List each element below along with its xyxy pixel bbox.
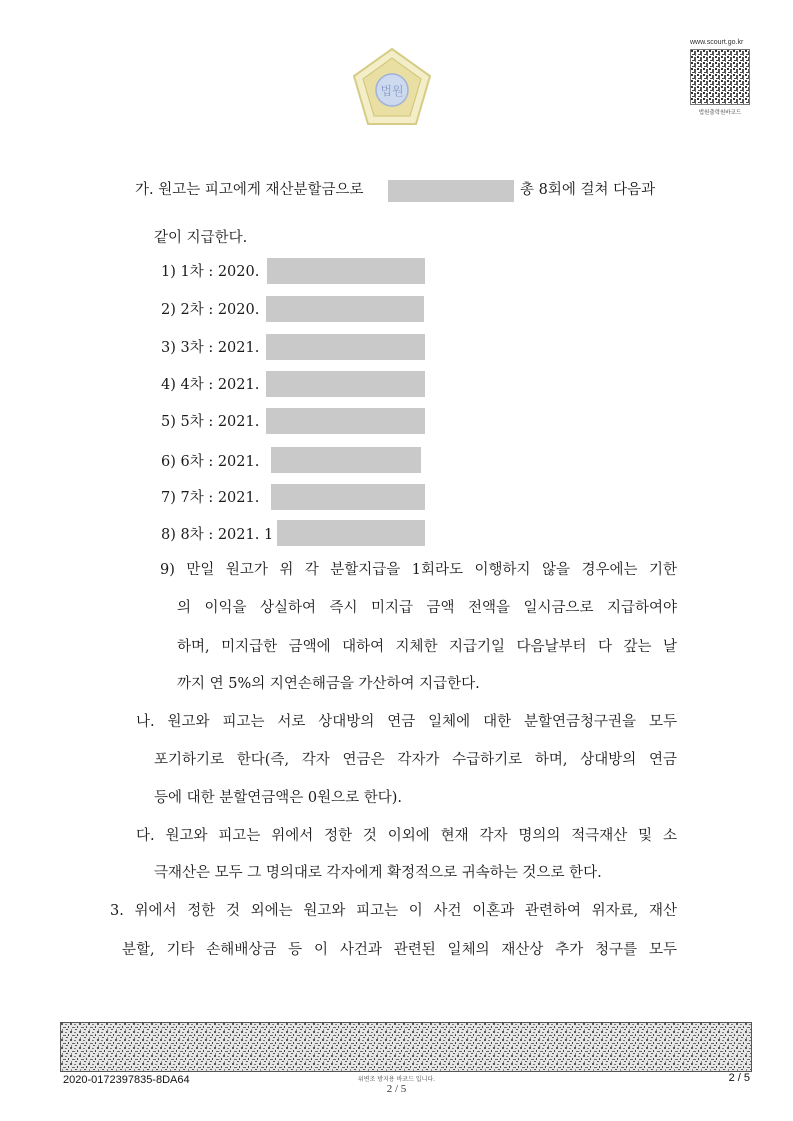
item-9-line-3: 하며, 미지급한 금액에 대하여 지체한 지급기일 다음날부터 다 갚는 날 <box>177 639 677 655</box>
qr-caption: 법원출력원바코드 <box>698 110 742 116</box>
installment-5: 5) 5차 : 2021. <box>161 414 260 430</box>
document-id: 2020-0172397835-8DA64 <box>63 1074 190 1086</box>
installment-1: 1) 1차 : 2020. <box>161 264 260 280</box>
clause-na-line-2: 포기하기로 한다(즉, 각자 연금은 각자가 수급하기로 하며, 상대방의 연금 <box>154 752 677 768</box>
item-9-line-4: 까지 연 5%의 지연손해금을 가산하여 지급한다. <box>177 676 480 692</box>
page-number-center: 2 / 5 <box>386 1083 407 1095</box>
court-website: www.scourt.go.kr <box>690 39 744 46</box>
anti-forgery-barcode <box>60 1022 752 1072</box>
installment-4: 4) 4차 : 2021. <box>161 377 260 393</box>
redaction-block <box>266 296 424 322</box>
clause-3-line-1: 3. 위에서 정한 것 외에는 원고와 피고는 이 사건 이혼과 관련하여 위자료, 재산 <box>110 903 677 919</box>
redaction-block <box>271 447 421 473</box>
redaction-block <box>271 484 425 510</box>
barcode-note: 위변조 방지용 바코드 입니다. <box>357 1076 436 1083</box>
clause-na-line-3: 등에 대한 분할연금액은 0원으로 한다). <box>154 790 403 806</box>
installment-7: 7) 7차 : 2021. <box>161 490 260 506</box>
installment-2: 2) 2차 : 2020. <box>161 302 260 318</box>
redaction-block <box>267 258 425 284</box>
redaction-block <box>266 371 425 397</box>
clause-da-line-2: 극재산은 모두 그 명의대로 각자에게 확정적으로 귀속하는 것으로 한다. <box>154 865 602 881</box>
clause-ga-line-1-end: 총 8회에 걸쳐 다음과 <box>520 182 656 198</box>
court-seal-logo <box>350 46 434 130</box>
redaction-block <box>266 408 425 434</box>
qr-code <box>690 49 750 105</box>
clause-ga-line-1-start: 가. 원고는 피고에게 재산분할금으로 <box>135 182 364 198</box>
page-number-right: 2 / 5 <box>728 1072 750 1084</box>
clause-ga-line-2: 같이 지급한다. <box>154 230 248 246</box>
clause-3-line-2: 분할, 기타 손해배상금 등 이 사건과 관련된 일체의 재산상 추가 청구를 모두 <box>122 942 677 958</box>
redaction-block <box>277 520 425 546</box>
clause-na-line-1: 나. 원고와 피고는 서로 상대방의 연금 일체에 대한 분할연금청구권을 모두 <box>136 714 677 730</box>
installment-6: 6) 6차 : 2021. <box>161 454 260 470</box>
clause-da-line-1: 다. 원고와 피고는 위에서 정한 것 이외에 현재 각자 명의의 적극재산 및 소 <box>136 828 677 844</box>
installment-3: 3) 3차 : 2021. <box>161 340 260 356</box>
seal-text: 법원 <box>380 84 404 98</box>
item-9-line-2: 의 이익을 상실하여 즉시 미지급 금액 전액을 일시금으로 지급하여야 <box>177 600 677 616</box>
redaction-block <box>388 180 514 202</box>
item-9-line-1: 9) 만일 원고가 위 각 분할지급을 1회라도 이행하지 않을 경우에는 기한 <box>160 562 677 578</box>
installment-8: 8) 8차 : 2021. 1 <box>161 527 274 543</box>
redaction-block <box>266 334 425 360</box>
